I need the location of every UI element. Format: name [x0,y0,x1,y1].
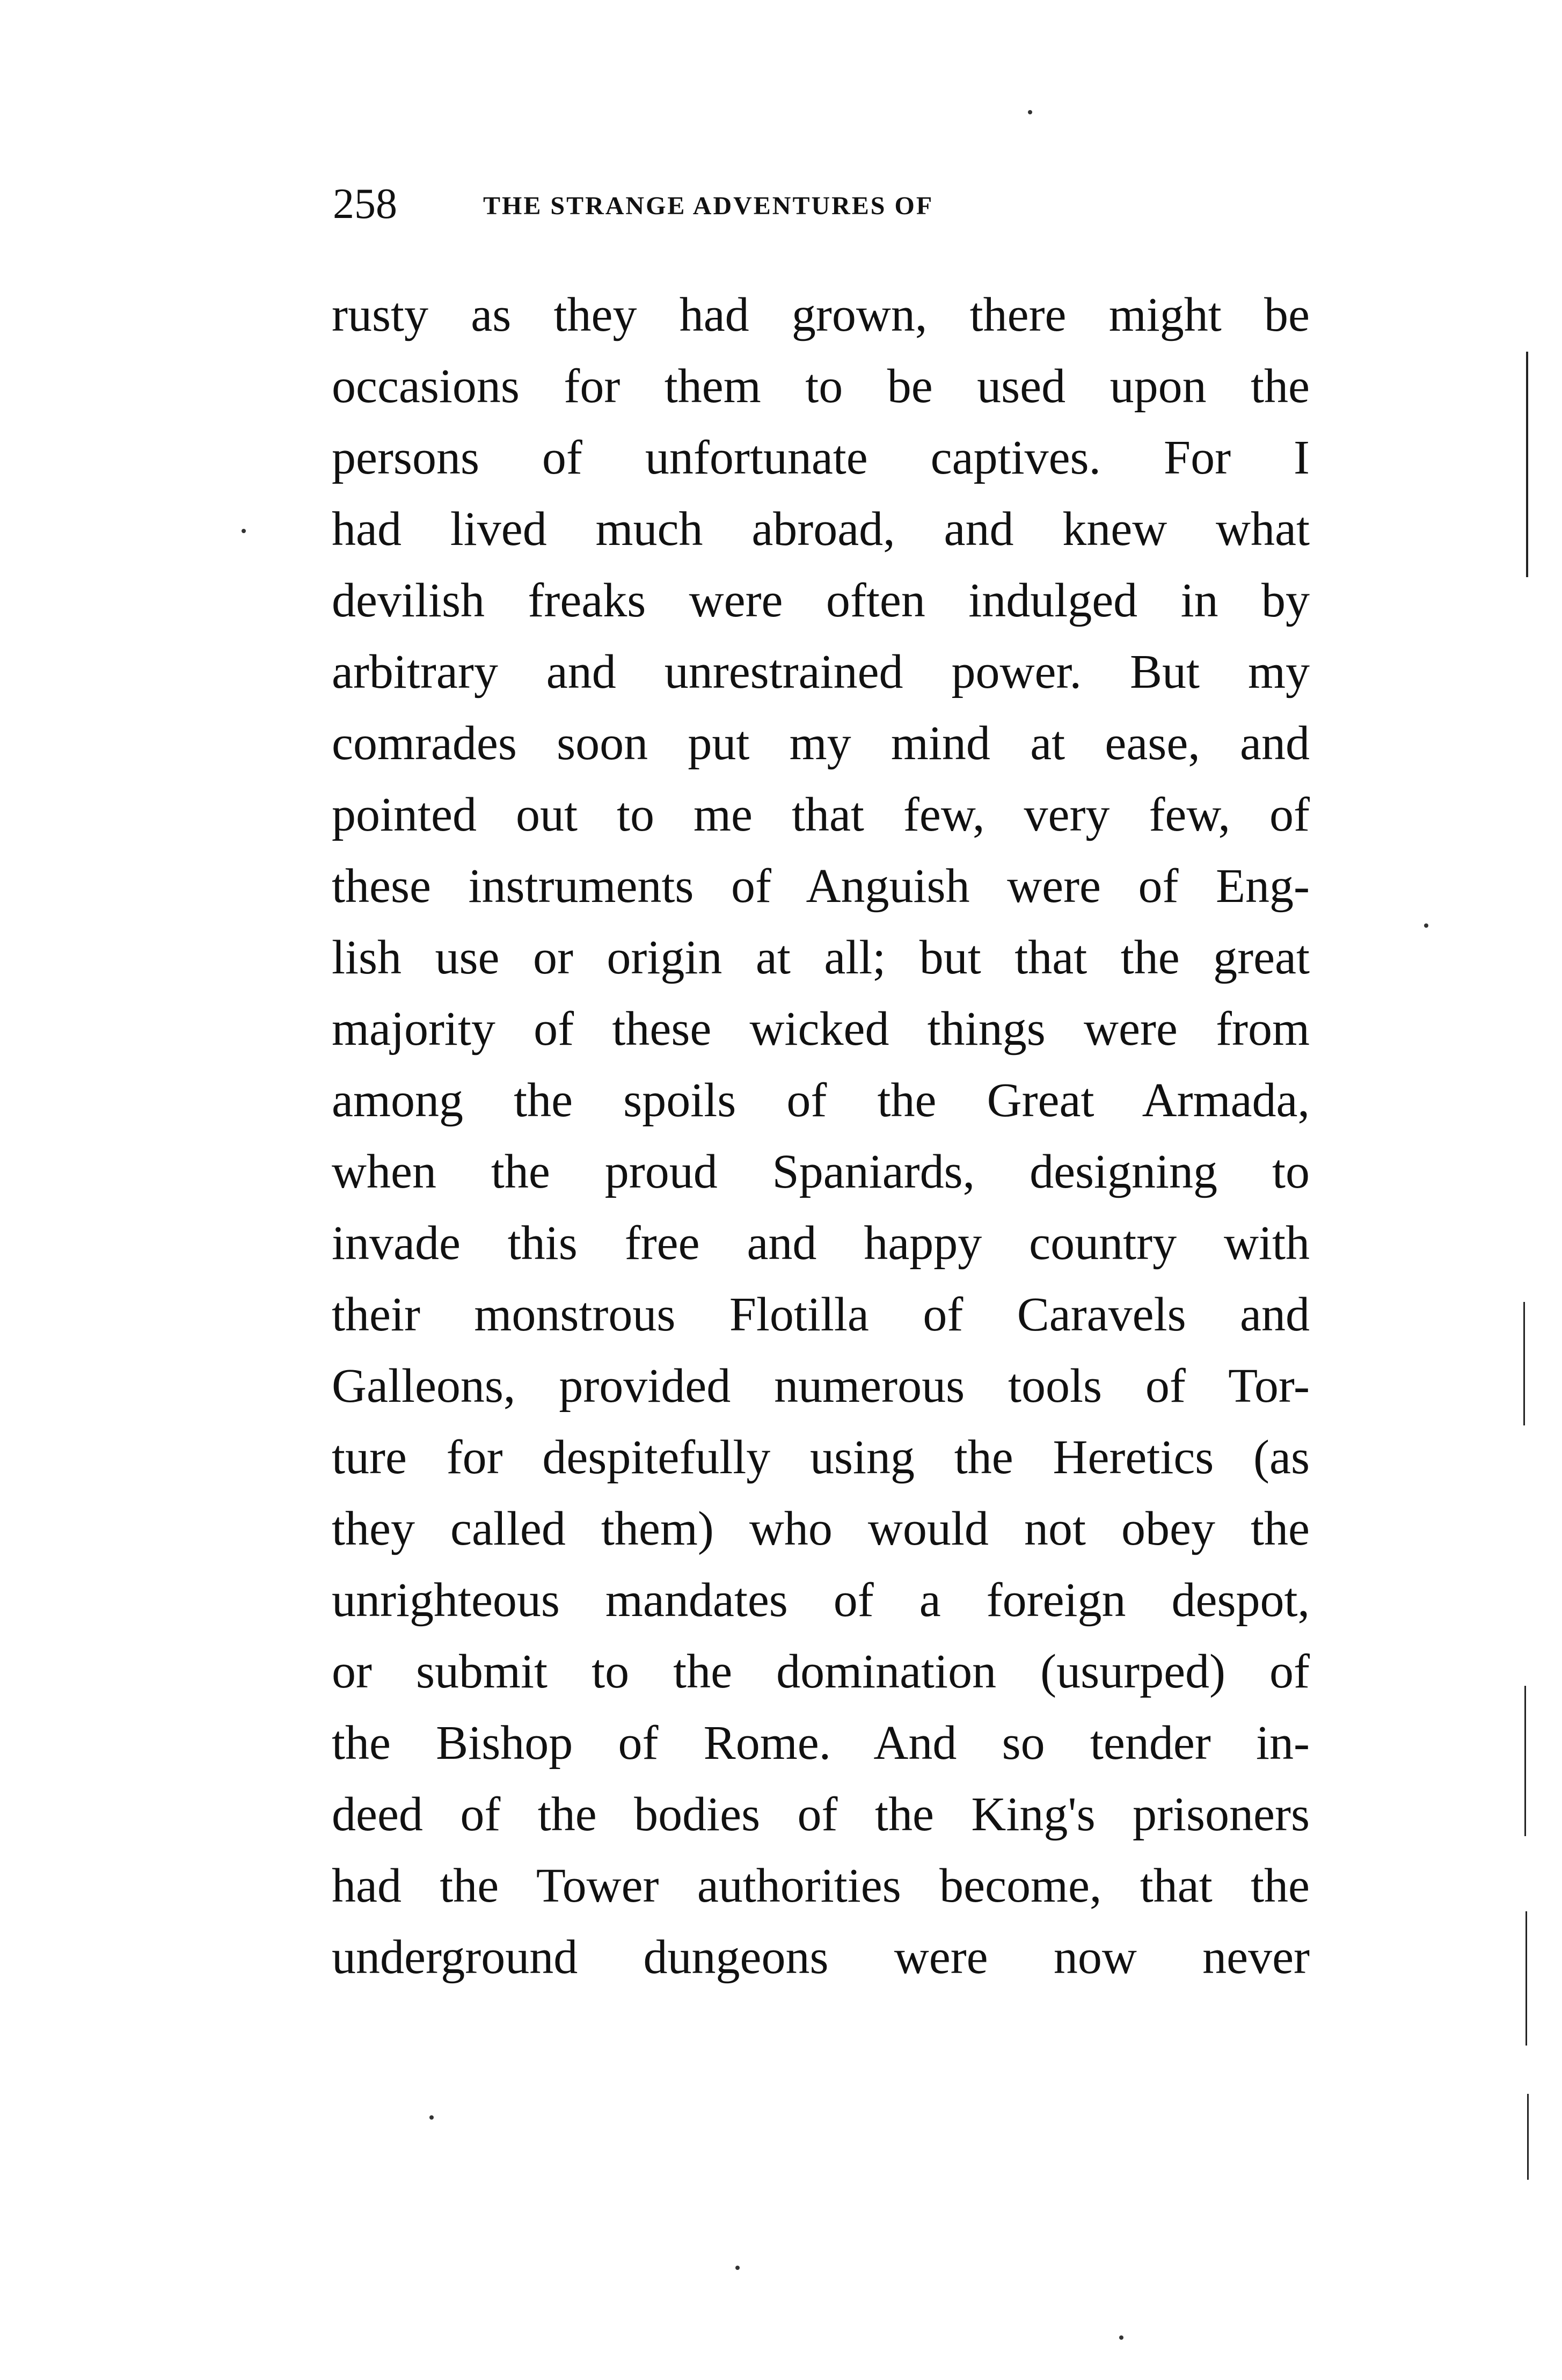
scan-speck [1119,2335,1123,2340]
scan-margin-mark [1526,352,1528,577]
text-line: had lived much abroad, and knew what [332,503,1310,556]
page-header [333,174,1310,234]
text-line: Galleons, provided numerous tools of Tor- [332,1359,1310,1413]
text-line: these instruments of Anguish were of Eng- [332,860,1310,913]
scan-speck [735,2266,740,2270]
scan-speck [429,2115,434,2120]
scan-margin-mark [1527,2094,1529,2180]
text-line: unrighteous mandates of a foreign despot, [332,1574,1310,1627]
running-head: THE STRANGE ADVENTURES OF [483,192,934,220]
text-line: comrades soon put my mind at ease, and [332,717,1310,770]
scan-margin-mark [1523,1302,1525,1425]
text-line: rusty as they had grown, there might be [332,288,1310,341]
body-text [332,279,1310,1993]
text-line: when the proud Spaniards, designing to [332,1145,1310,1198]
text-line: invade this free and happy country with [332,1217,1310,1270]
scan-speck [1424,923,1428,928]
text-line: persons of unfortunate captives. For I [332,431,1310,484]
scan-speck [1028,110,1032,114]
text-line: they called them) who would not obey the [332,1502,1310,1555]
text-line: majority of these wicked things were from [332,1002,1310,1056]
text-line: lish use or origin at all; but that the great [332,931,1310,984]
text-line: had the Tower authorities become, that the [332,1859,1310,1912]
text-line: underground dungeons were now never [332,1931,1310,1984]
scan-speck [242,529,246,533]
text-line: deed of the bodies of the King's prisoners [332,1788,1310,1841]
scan-margin-mark [1525,1911,1527,2046]
text-line: the Bishop of Rome. And so tender in- [332,1716,1310,1770]
page-number: 258 [333,180,397,228]
text-line: or submit to the domination (usurped) of [332,1645,1310,1698]
text-line: arbitrary and unrestrained power. But my [332,645,1310,698]
text-line: occasions for them to be used upon the [332,360,1310,413]
text-line: devilish freaks were often indulged in by [332,574,1310,627]
text-line: pointed out to me that few, very few, of [332,788,1310,841]
scan-margin-mark [1524,1686,1526,1836]
text-line: among the spoils of the Great Armada, [332,1074,1310,1127]
text-line: their monstrous Flotilla of Caravels and [332,1288,1310,1341]
text-line: ture for despitefully using the Heretics (as [332,1431,1310,1484]
